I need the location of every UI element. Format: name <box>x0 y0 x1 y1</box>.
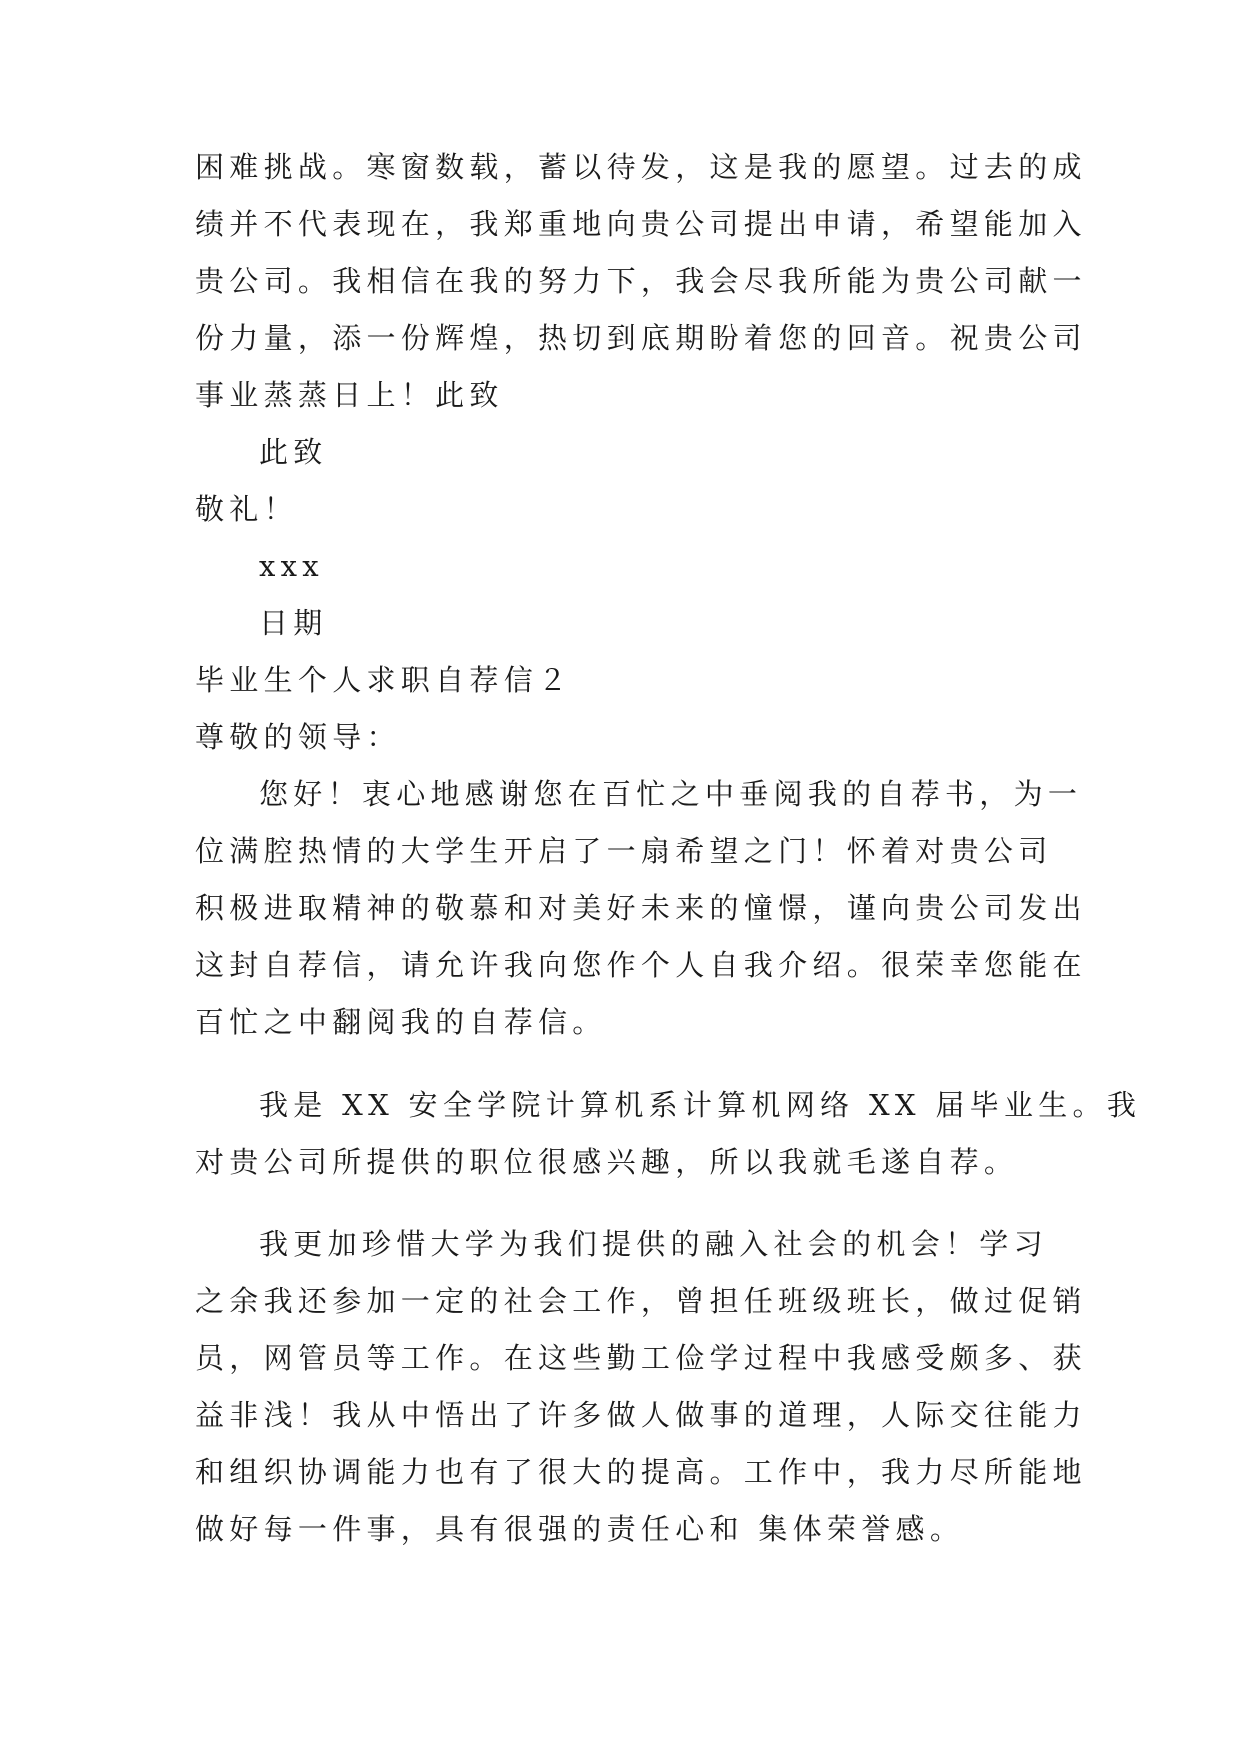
paragraph-1 <box>195 766 1087 1051</box>
letter1-body <box>195 139 1087 766</box>
paragraph-3 <box>195 1216 1087 1558</box>
body-line: 之余我还参加一定的社会工作，曾担任班级班长，做过促销 <box>195 1284 1087 1318</box>
body-line: 和组织协调能力也有了很大的提高。工作中，我力尽所能地 <box>195 1455 1087 1489</box>
body-line: 我更加珍惜大学为我们提供的融入社会的机会！学习 <box>259 1227 1048 1261</box>
body-line: 位满腔热情的大学生开启了一扇希望之门！怀着对贵公司 <box>195 834 1053 868</box>
signature: xxx <box>259 549 324 583</box>
closing-phrase: 此致 <box>259 435 328 469</box>
body-line: 份力量，添一份辉煌，热切到底期盼着您的回音。祝贵公司 <box>195 321 1087 355</box>
letter-title: 毕业生个人求职自荐信２ <box>195 663 573 697</box>
body-line: 您好！衷心地感谢您在百忙之中垂阅我的自荐书，为一 <box>259 777 1083 811</box>
body-line: 益非浅！我从中悟出了许多做人做事的道理，人际交往能力 <box>195 1398 1087 1432</box>
body-line: 做好每一件事，具有很强的责任心和 集体荣誉感。 <box>195 1512 965 1546</box>
body-line: 困难挑战。寒窗数载，蓄以待发，这是我的愿望。过去的成 <box>195 150 1087 184</box>
body-line: 百忙之中翻阅我的自荐信。 <box>195 1005 607 1039</box>
body-line: 这封自荐信，请允许我向您作个人自我介绍。很荣幸您能在 <box>195 948 1087 982</box>
date-line: 日期 <box>259 606 328 640</box>
body-line: 我是 XX 安全学院计算机系计算机网络 XX 届毕业生。我 <box>259 1088 1142 1122</box>
body-line: 事业蒸蒸日上！此致 <box>195 378 504 412</box>
greeting: 尊敬的领导： <box>195 720 401 754</box>
salutation: 敬礼！ <box>195 492 298 526</box>
paragraph-2 <box>195 1077 1142 1191</box>
body-line: 贵公司。我相信在我的努力下，我会尽我所能为贵公司献一 <box>195 264 1087 298</box>
body-line: 绩并不代表现在，我郑重地向贵公司提出申请，希望能加入 <box>195 207 1087 241</box>
body-line: 积极进取精神的敬慕和对美好未来的憧憬，谨向贵公司发出 <box>195 891 1087 925</box>
body-line: 对贵公司所提供的职位很感兴趣，所以我就毛遂自荐。 <box>195 1145 1019 1179</box>
body-line: 员，网管员等工作。在这些勤工俭学过程中我感受颇多、获 <box>195 1341 1087 1375</box>
